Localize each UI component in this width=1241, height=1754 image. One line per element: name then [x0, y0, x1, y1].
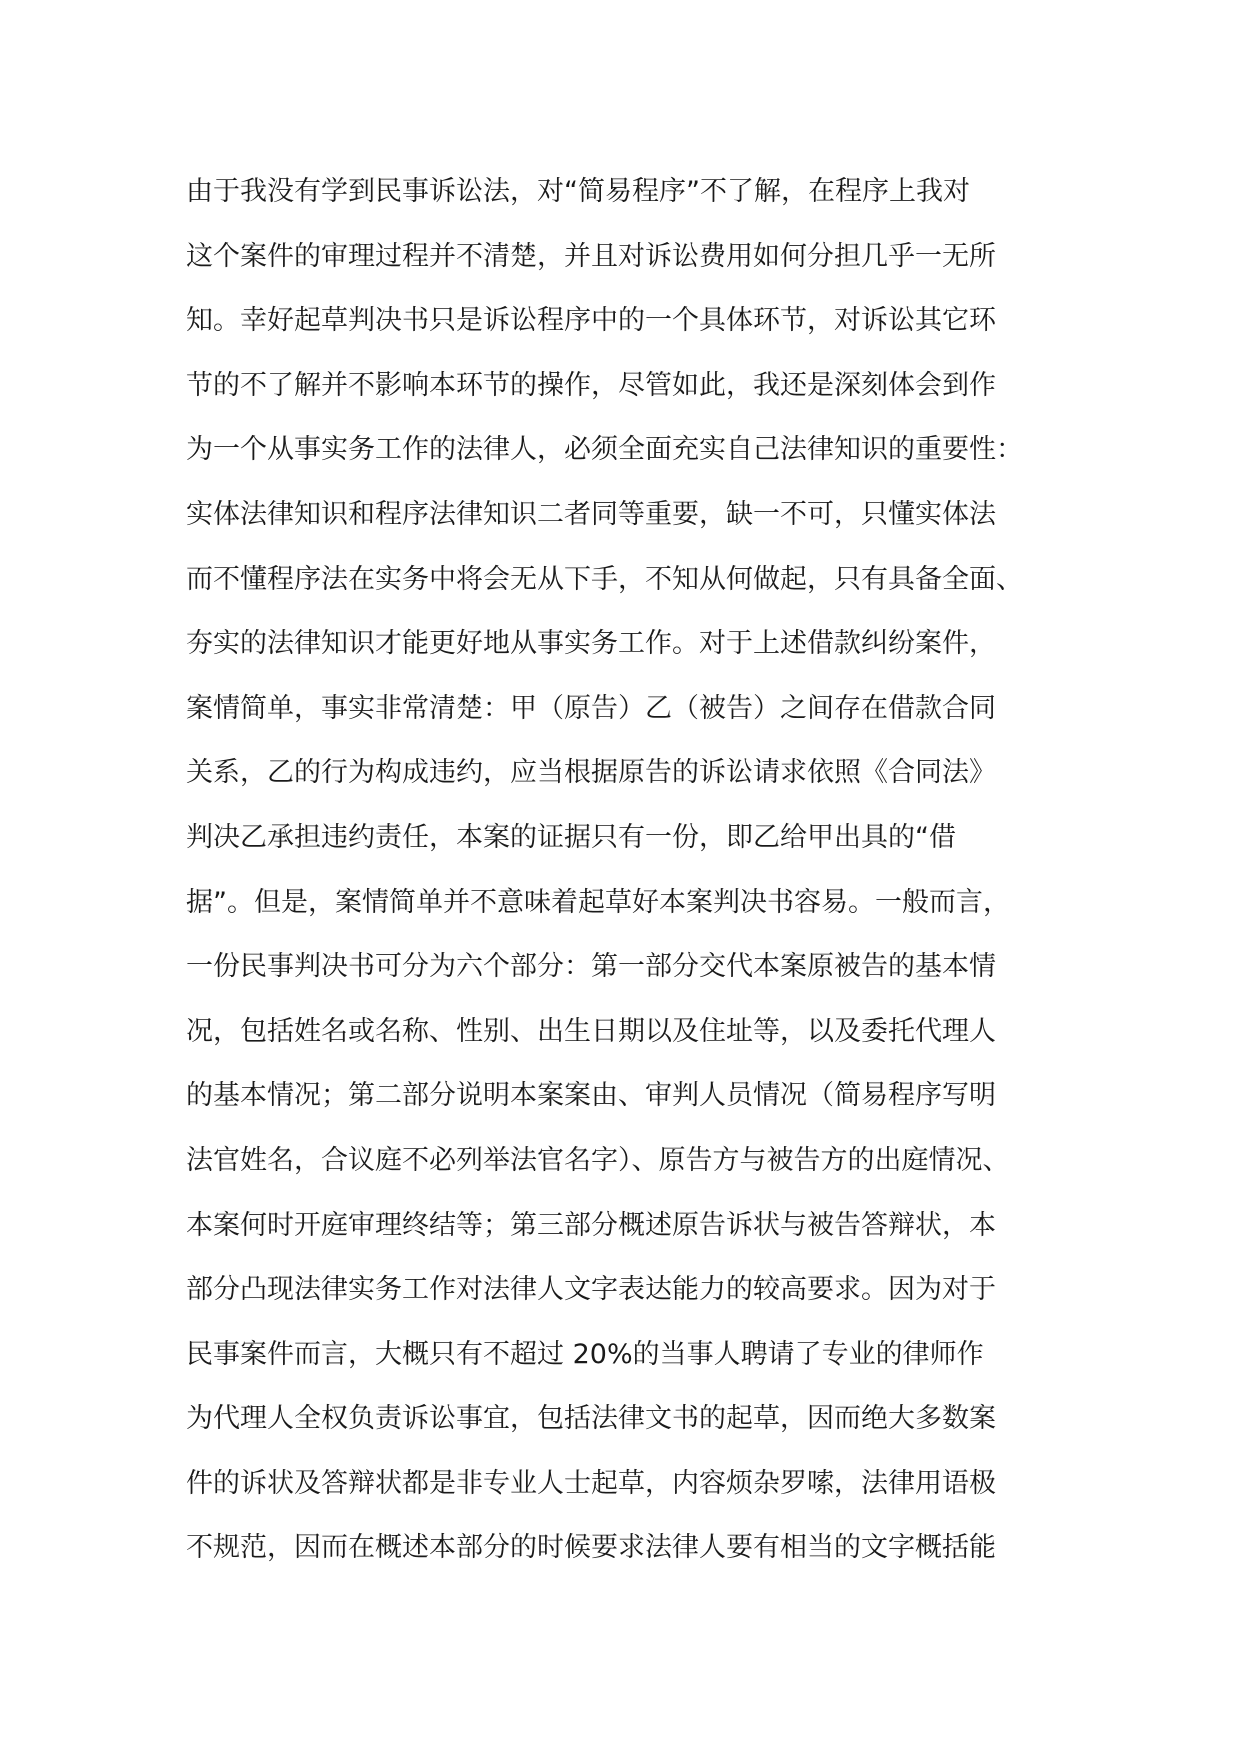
body-paragraph: [186, 160, 1086, 1581]
text-line-6: 实体法律知识和程序法律知识二者同等重要，缺一不可，只懂实体法: [186, 498, 996, 530]
text-line-16: 法官姓名，合议庭不必列举法官名字）、原告方与被告方的出庭情况、: [186, 1144, 1010, 1176]
text-line-5: 为一个从事实务工作的法律人，必须全面充实自己法律知识的重要性：: [186, 434, 1023, 466]
text-line-1: 由于我没有学到民事诉讼法，对“简易程序”不了解，在程序上我对: [186, 176, 970, 207]
text-line-9: 案情简单，事实非常清楚：甲（原告）乙（被告）之间存在借款合同: [186, 692, 996, 724]
text-line-11: 判决乙承担违约责任，本案的证据只有一份，即乙给甲出具的“借: [186, 821, 956, 853]
text-line-14: 况，包括姓名或名称、性别、出生日期以及住址等，以及委托代理人: [186, 1015, 996, 1047]
text-line-4: 节的不了解并不影响本环节的操作，尽管如此，我还是深刻体会到作: [186, 369, 996, 401]
text-line-18: 部分凸现法律实务工作对法律人文字表达能力的较高要求。因为对于: [186, 1274, 996, 1306]
text-line-19: 民事案件而言，大概只有不超过 20%的当事人聘请了专业的律师作: [186, 1338, 984, 1370]
text-line-8: 夯实的法律知识才能更好地从事实务工作。对于上述借款纠纷案件，: [186, 628, 996, 660]
text-line-7: 而不懂程序法在实务中将会无从下手，不知从何做起，只有具备全面、: [186, 563, 1023, 595]
text-line-12: 据”。但是，案情简单并不意味着起草好本案判决书容易。一般而言，: [186, 886, 1010, 918]
text-line-10: 关系，乙的行为构成违约，应当根据原告的诉讼请求依照《合同法》: [186, 757, 996, 789]
text-line-20: 为代理人全权负责诉讼事宜，包括法律文书的起草，因而绝大多数案: [186, 1403, 996, 1435]
text-line-3: 知。幸好起草判决书只是诉讼程序中的一个具体环节，对诉讼其它环: [186, 305, 996, 337]
text-line-15: 的基本情况；第二部分说明本案案由、审判人员情况（简易程序写明: [186, 1080, 996, 1112]
text-line-2: 这个案件的审理过程并不清楚，并且对诉讼费用如何分担几乎一无所: [186, 240, 996, 272]
text-line-21: 件的诉状及答辩状都是非专业人士起草，内容烦杂罗嗦，法律用语极: [186, 1467, 996, 1499]
text-line-22: 不规范，因而在概述本部分的时候要求法律人要有相当的文字概括能: [186, 1532, 996, 1564]
text-line-13: 一份民事判决书可分为六个部分：第一部分交代本案原被告的基本情: [186, 951, 996, 983]
text-line-17: 本案何时开庭审理终结等；第三部分概述原告诉状与被告答辩状，本: [186, 1209, 996, 1241]
